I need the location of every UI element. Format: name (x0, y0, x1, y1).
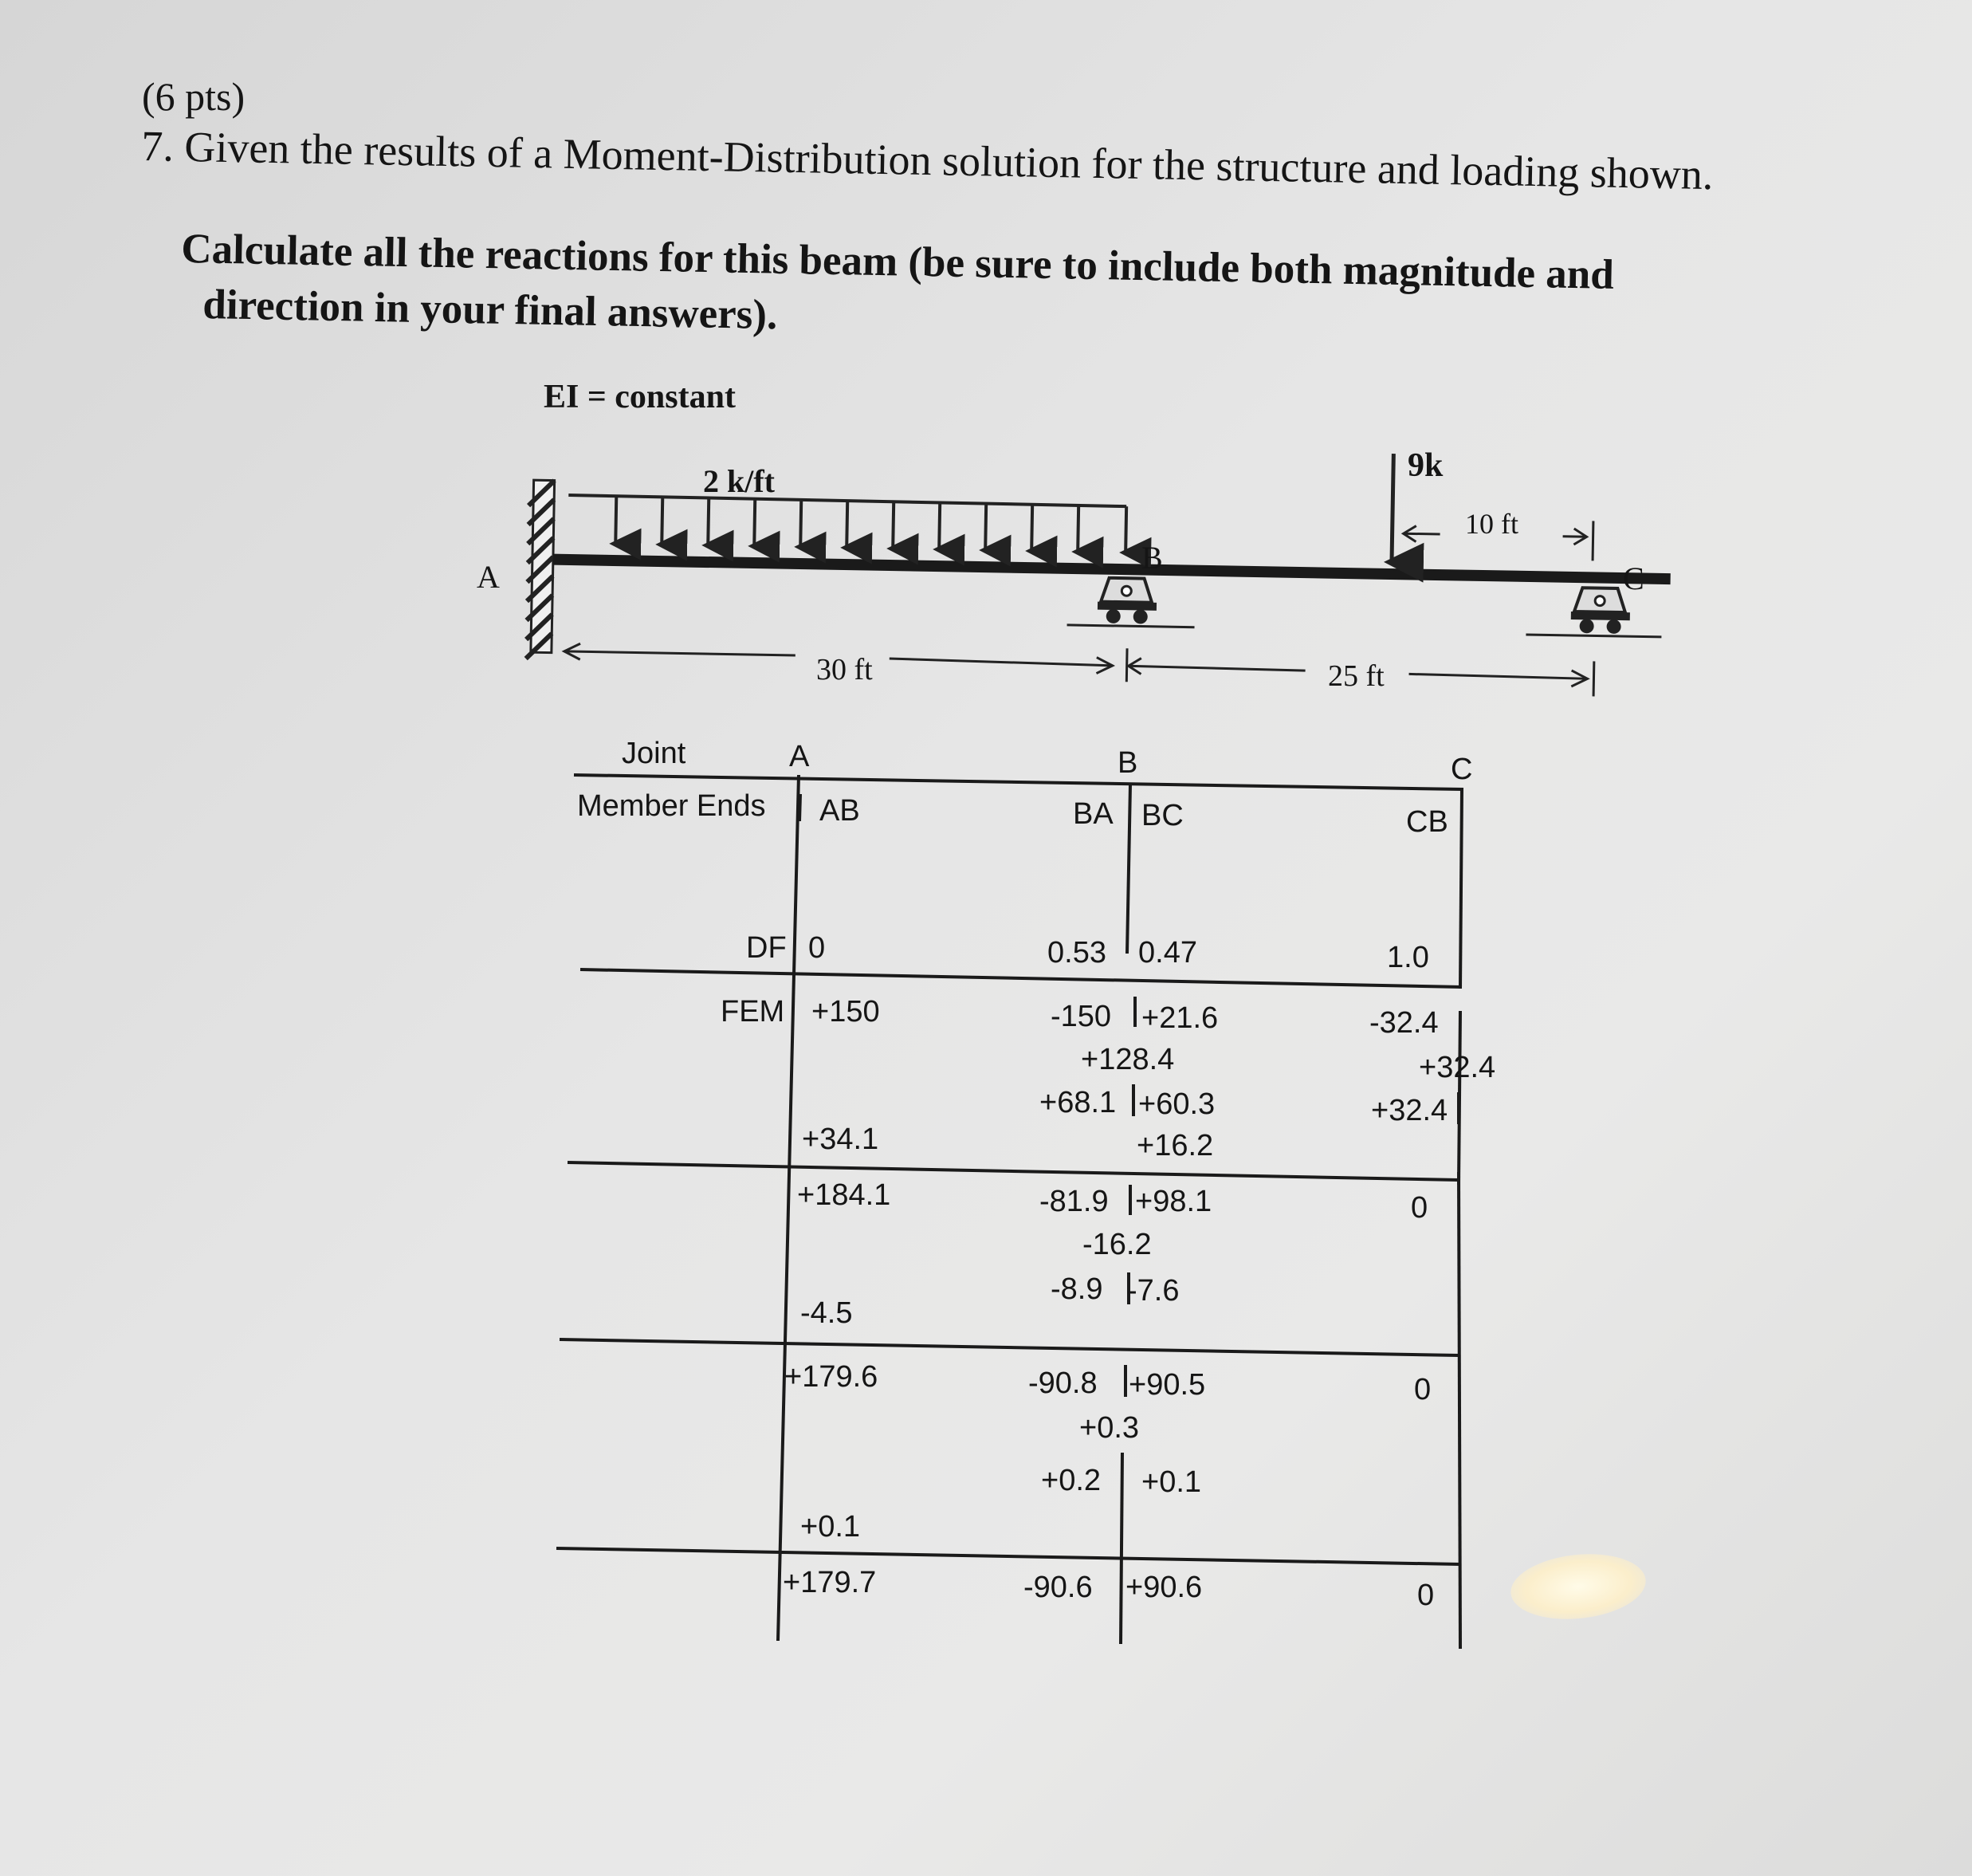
distributed-load (568, 495, 1126, 553)
joint-b: B (1118, 746, 1138, 780)
joint-label: Joint (622, 737, 686, 770)
label-a: A (477, 559, 500, 595)
fem-cb: -32.4 (1369, 1006, 1439, 1040)
cycle1-b-balance: +128.4 (1081, 1043, 1175, 1076)
df-ab: 0 (808, 931, 826, 965)
sum2-ba: -90.8 (1028, 1367, 1098, 1400)
joint-a: A (789, 740, 810, 773)
dim-load-label: 10 ft (1465, 508, 1518, 540)
sum2-bc: +90.5 (1129, 1368, 1206, 1402)
point-load-arrow (1392, 454, 1393, 562)
sum1-cb: 0 (1411, 1191, 1428, 1225)
sum1-bc: +98.1 (1135, 1185, 1212, 1218)
cycle2-ba-dist: -8.9 (1051, 1272, 1103, 1306)
cycle3-ba-dist: +0.2 (1041, 1464, 1102, 1497)
cycle1-ba-dist: +68.1 (1039, 1086, 1117, 1119)
dim-ab-label: 30 ft (816, 653, 873, 686)
member-end-ba: BA (1073, 797, 1114, 831)
final-bc: +90.6 (1125, 1571, 1203, 1604)
light-glare (1507, 1548, 1648, 1625)
dim-bc-label: 25 ft (1328, 659, 1385, 693)
cycle1-c-balance: +32.4 (1419, 1051, 1496, 1084)
member-end-bc: BC (1141, 799, 1184, 832)
df-bc: 0.47 (1138, 936, 1197, 969)
sum1-ab: +184.1 (797, 1178, 891, 1212)
points-label: (6 pts) (142, 74, 246, 119)
fixed-support-a (526, 480, 555, 659)
fem-ba: -150 (1051, 1000, 1112, 1033)
cycle1-bc-carryover: +16.2 (1137, 1129, 1214, 1162)
member-ends-label: Member Ends (577, 789, 766, 823)
sum2-cb: 0 (1414, 1373, 1432, 1406)
beam-diagram (0, 0, 1972, 718)
fem-bc: +21.6 (1141, 1001, 1219, 1035)
sum2-ab: +179.6 (784, 1360, 878, 1394)
cycle3-bc-dist: +0.1 (1141, 1465, 1202, 1499)
final-ab: +179.7 (783, 1566, 877, 1599)
cycle3-ab-carryover: +0.1 (800, 1510, 861, 1544)
cycle2-bc-dist: -7.6 (1127, 1274, 1180, 1308)
cycle2-ab-carryover: -4.5 (800, 1296, 853, 1330)
fem-label: FEM (721, 995, 785, 1028)
cycle2-b-balance: -16.2 (1082, 1228, 1152, 1261)
ei-note: EI = constant (544, 379, 736, 415)
joint-c: C (1451, 753, 1473, 786)
dimension-lines (564, 639, 1594, 697)
roller-support-b (1067, 577, 1196, 627)
df-label: DF (746, 931, 787, 965)
question-text: 7. Given the results of a Moment-Distribution solution for the structure and loading shown. (140, 121, 1714, 199)
label-b: B (1141, 540, 1163, 576)
fem-ab: +150 (811, 995, 880, 1028)
distributed-load-label: 2 k/ft (703, 463, 775, 499)
cycle1-cb-dist: +32.4 (1371, 1094, 1448, 1127)
point-load-label: 9k (1408, 447, 1444, 484)
cycle1-ab-carryover: +34.1 (802, 1123, 879, 1156)
final-cb: 0 (1417, 1579, 1435, 1612)
instruction-line-1: Calculate all the reactions for this beam (be sure to include both magnitude and (180, 225, 1615, 298)
cycle1-bc-dist: +60.3 (1138, 1087, 1216, 1121)
label-c: C (1623, 560, 1644, 596)
df-cb: 1.0 (1387, 941, 1429, 974)
cycle3-b-balance: +0.3 (1079, 1411, 1140, 1445)
df-ba: 0.53 (1047, 936, 1106, 969)
member-end-ab: AB (819, 794, 860, 828)
member-end-cb: CB (1406, 805, 1448, 839)
sum1-ba: -81.9 (1039, 1185, 1109, 1218)
instruction-line-2: direction in your final answers). (202, 281, 778, 339)
final-ba: -90.6 (1023, 1571, 1093, 1604)
